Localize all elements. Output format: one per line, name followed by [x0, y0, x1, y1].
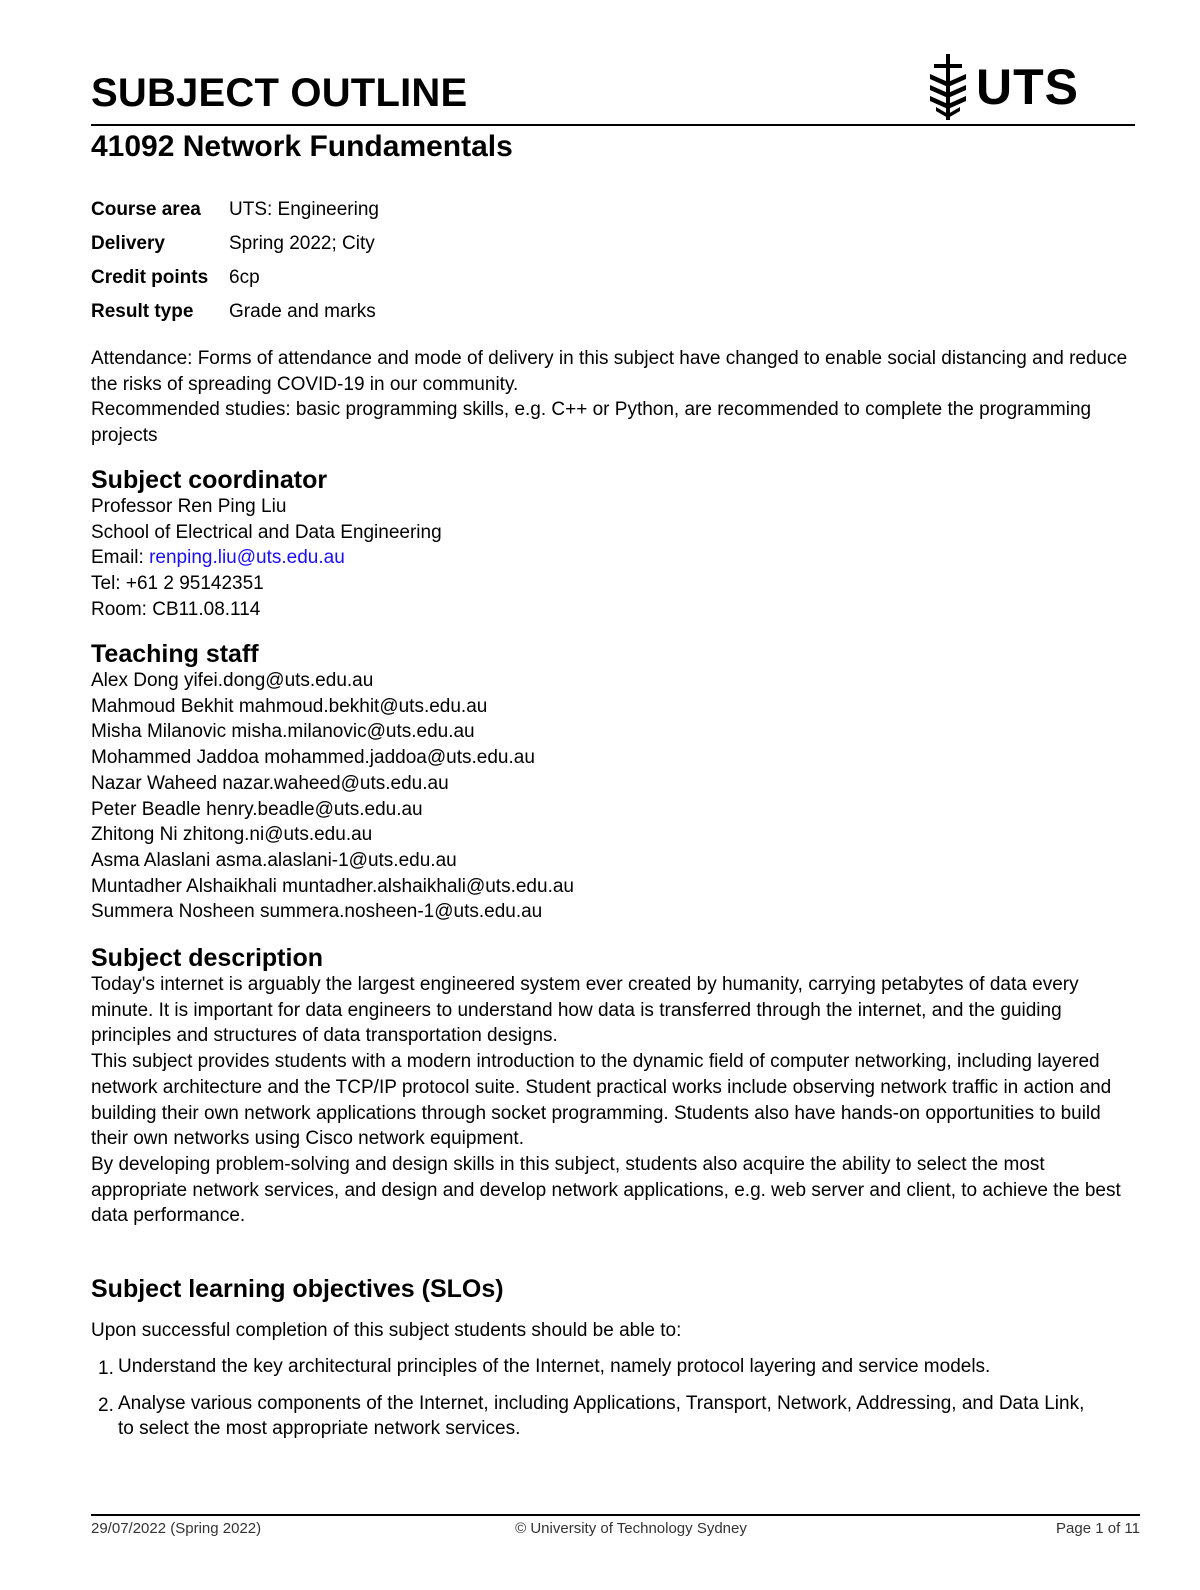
notes-block: [91, 346, 1141, 449]
staff-member: Mahmoud Bekhit mahmoud.bekhit@uts.edu.au: [91, 695, 488, 717]
description-heading: Subject description: [91, 944, 323, 972]
slo-number: 1.: [98, 1358, 114, 1379]
staff-member: Zhitong Ni zhitong.ni@uts.edu.au: [91, 824, 373, 846]
slo-item: [91, 1354, 1091, 1380]
uts-crest-icon: [926, 52, 970, 122]
info-key: Course area: [91, 199, 201, 220]
staff-member: Peter Beadle henry.beadle@uts.edu.au: [91, 798, 423, 820]
info-row: [91, 261, 691, 295]
info-key: Delivery: [91, 233, 165, 254]
info-key: Result type: [91, 301, 194, 322]
info-value: Grade and marks: [229, 301, 376, 322]
coordinator-block: [91, 494, 1141, 623]
footer-date: 29/07/2022 (Spring 2022): [91, 1520, 262, 1537]
slos-intro: Upon successful completion of this subject students should be able to:: [91, 1320, 682, 1341]
coordinator-room: Room: CB11.08.114: [91, 598, 261, 620]
coordinator-name: Professor Ren Ping Liu: [91, 496, 287, 517]
recommended-studies-note: Recommended studies: basic programming skills, e.g. C++ or Python, are recommended to complete the programming projects: [91, 399, 1092, 447]
slo-item: [91, 1391, 1091, 1442]
coordinator-email-line: [91, 545, 1141, 571]
description-block: [91, 972, 1141, 1229]
footer-divider: [91, 1514, 1140, 1516]
staff-member: Summera Nosheen summera.nosheen-1@uts.edu.au: [91, 901, 543, 923]
teaching-staff-heading: Teaching staff: [91, 640, 259, 668]
header-divider: [91, 124, 1135, 126]
info-value: Spring 2022; City: [229, 233, 375, 254]
attendance-note: Attendance: Forms of attendance and mode of delivery in this subject have changed to enable social distancing and reduce the risks of spreading COVID-19 in our community.: [91, 348, 1128, 395]
staff-member: Alex Dong yifei.dong@uts.edu.au: [91, 670, 374, 691]
coordinator-school: School of Electrical and Data Engineering: [91, 521, 442, 543]
teaching-staff-list: [91, 668, 1141, 925]
slo-text: Understand the key architectural principles of the Internet, namely protocol layering and service models.: [118, 1356, 991, 1377]
slo-number: 2.: [98, 1394, 114, 1416]
coordinator-tel: Tel: +61 2 95142351: [91, 573, 264, 595]
description-paragraph: This subject provides students with a modern introduction to the dynamic field of computer networking, including layered network architecture and the TCP/IP protocol suite. Student practical works include observing network traffic in action and building their own network applications through socket programming. Students also have hands-on opportunities to build their own networks using Cisco network equipment.: [91, 1051, 1112, 1150]
uts-logo: [926, 52, 1096, 122]
description-paragraph: Today's internet is arguably the largest engineered system ever created by humanity, carrying petabytes of data every minute. It is important for data engineers to understand how data is transferred through the internet, and the guiding principles and structures of data transportation designs.: [91, 974, 1079, 1047]
staff-member: Asma Alaslani asma.alaslani-1@uts.edu.au: [91, 849, 457, 871]
footer-page-number: Page 1 of 11: [1056, 1520, 1140, 1537]
staff-member: Misha Milanovic misha.milanovic@uts.edu.au: [91, 721, 475, 743]
email-label: Email:: [91, 547, 150, 569]
info-row: [91, 227, 691, 261]
staff-member: Mohammed Jaddoa mohammed.jaddoa@uts.edu.au: [91, 747, 535, 769]
slos-list: [91, 1354, 1091, 1453]
info-row: [91, 193, 691, 227]
logo-wordmark: UTS: [976, 59, 1079, 115]
coordinator-heading: Subject coordinator: [91, 466, 328, 494]
slo-text: Analyse various components of the Internet, including Applications, Transport, Network, Addressing, and Data Link, to select the most appropriate network services.: [118, 1392, 1085, 1440]
staff-member: Muntadher Alshaikhali muntadher.alshaikhali@uts.edu.au: [91, 875, 574, 897]
info-key: Credit points: [91, 267, 209, 288]
description-paragraph: By developing problem-solving and design skills in this subject, students also acquire the ability to select the most appropriate network services, and design and develop network applications, e.g. web server and client, to achieve the best data performance.: [91, 1153, 1121, 1227]
footer-copyright: © University of Technology Sydney: [515, 1520, 747, 1537]
info-value: 6cp: [229, 267, 260, 288]
info-row: [91, 295, 691, 329]
staff-member: Nazar Waheed nazar.waheed@uts.edu.au: [91, 772, 449, 794]
subject-title: 41092 Network Fundamentals: [91, 130, 513, 163]
subject-info-table: [91, 193, 691, 329]
slos-heading: Subject learning objectives (SLOs): [91, 1275, 504, 1303]
coordinator-email-link[interactable]: renping.liu@uts.edu.au: [149, 547, 345, 569]
info-value: UTS: Engineering: [229, 199, 379, 220]
document-title: SUBJECT OUTLINE: [91, 71, 468, 115]
